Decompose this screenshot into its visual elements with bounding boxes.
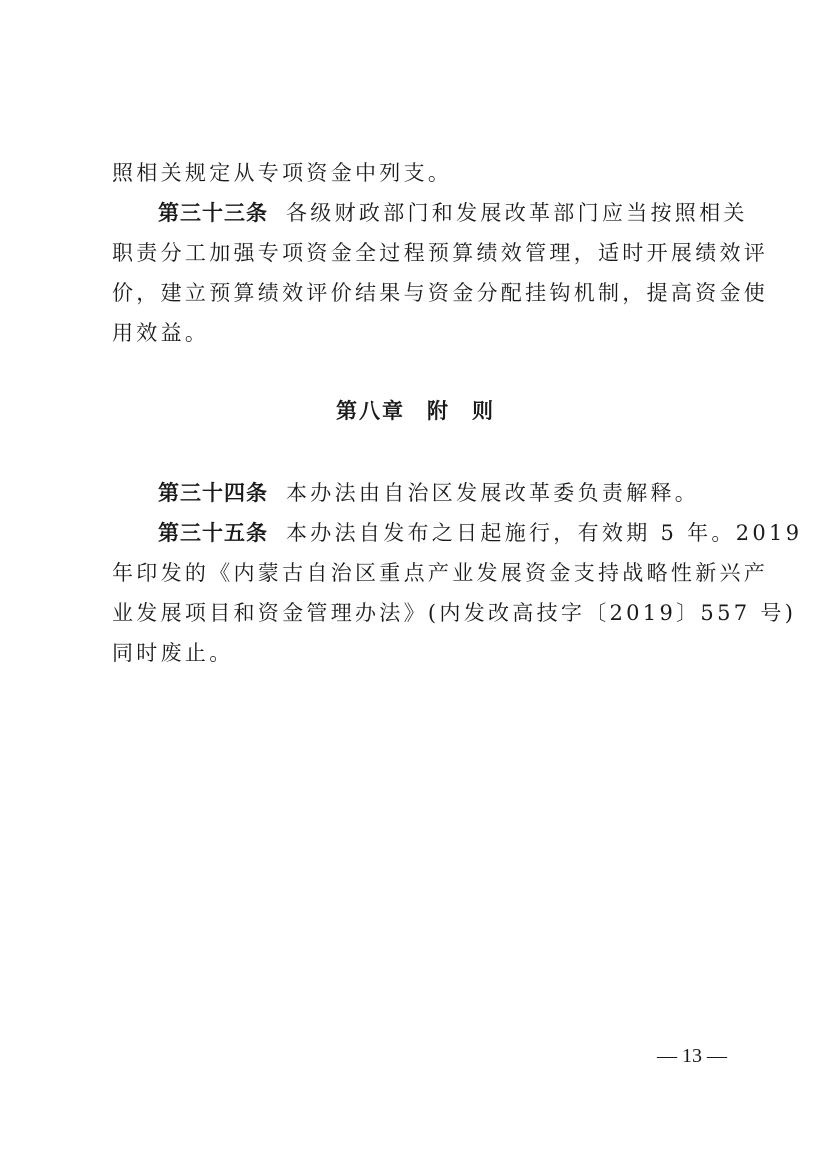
article-33-line-2: 职责分工加强专项资金全过程预算绩效管理，适时开展绩效评 [112, 241, 769, 265]
article-34-label: 第三十四条 [158, 481, 268, 505]
chapter-heading [0, 396, 831, 426]
article-35-line-2: 年印发的《内蒙古自治区重点产业发展资金支持战略性新兴产 [112, 561, 769, 585]
chapter-title-part-1: 附 [427, 399, 450, 423]
article-35-line-1 [158, 518, 803, 548]
article-35-label: 第三十五条 [158, 521, 268, 545]
chapter-prefix: 第八章 [336, 399, 405, 423]
article-33-label: 第三十三条 [158, 201, 268, 225]
article-33-text-1: 各级财政部门和发展改革部门应当按照相关 [286, 201, 748, 225]
article-33-line-3: 价，建立预算绩效评价结果与资金分配挂钩机制，提高资金使 [112, 281, 769, 305]
continuation-line-1: 照相关规定从专项资金中列支。 [112, 161, 453, 185]
article-34-line-1 [158, 478, 727, 508]
article-33-line-1 [158, 198, 748, 228]
chapter-title-part-2: 则 [472, 399, 495, 423]
article-35-text-1: 本办法自发布之日起施行，有效期 5 年。2019 [286, 521, 803, 545]
article-33-line-4: 用效益。 [112, 321, 210, 345]
article-35-line-3: 业发展项目和资金管理办法》(内发改高技字〔2019〕557 号) [112, 601, 797, 625]
article-35-line-4: 同时废止。 [112, 641, 234, 665]
article-34-text-1: 本办法由自治区发展改革委负责解释。 [286, 481, 700, 505]
page-number: — 13 — [657, 1045, 727, 1067]
